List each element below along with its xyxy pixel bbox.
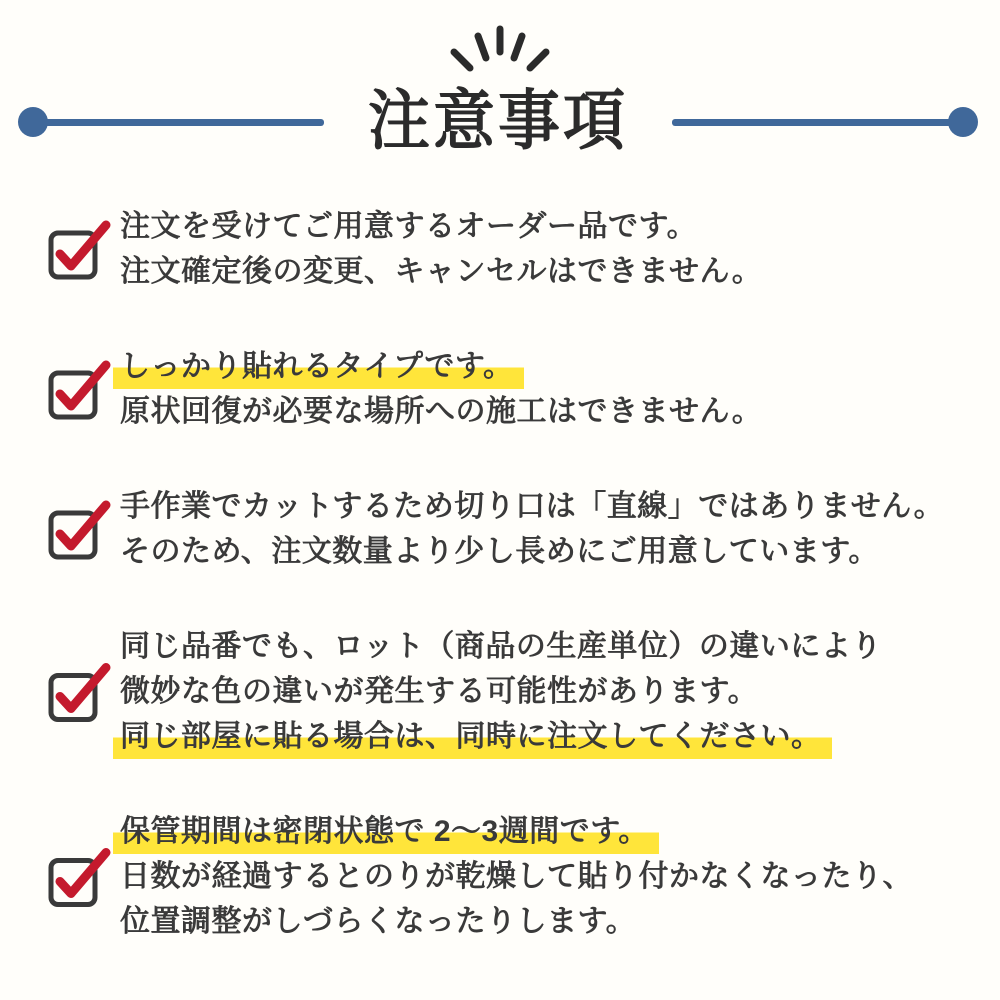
notice-item-text bbox=[120, 344, 762, 434]
notice-item-text bbox=[120, 204, 762, 294]
accent-line-right bbox=[672, 119, 952, 126]
header bbox=[18, 80, 978, 164]
notice-item-text bbox=[120, 624, 882, 759]
notice-line bbox=[120, 529, 944, 574]
notice-list bbox=[0, 164, 1000, 944]
notice-line bbox=[120, 854, 913, 899]
notice-line bbox=[120, 624, 882, 669]
notice-line bbox=[120, 344, 762, 389]
notice-line-text: 位置調整がしづらくなったりします。 bbox=[120, 905, 637, 938]
notice-line bbox=[120, 714, 882, 759]
notice-line-text: 微妙な色の違いが発生する可能性があります。 bbox=[120, 675, 759, 708]
notice-line bbox=[120, 899, 913, 944]
checkbox-checked-icon bbox=[48, 809, 114, 944]
notice-line-text: 日数が経過するとのりが乾燥して貼り付かなくなったり、 bbox=[120, 860, 913, 893]
notice-line bbox=[120, 669, 882, 714]
checkbox-checked-icon bbox=[48, 204, 114, 294]
notice-item-adhesive bbox=[48, 344, 970, 434]
notice-item-lot-color bbox=[48, 624, 970, 759]
notice-item-storage bbox=[48, 809, 970, 944]
accent-dot-right bbox=[948, 107, 978, 137]
accent-line-left bbox=[44, 119, 324, 126]
checkbox-checked-icon bbox=[48, 624, 114, 759]
checkbox-checked-icon bbox=[48, 484, 114, 574]
notice-line bbox=[120, 484, 944, 529]
notice-line-text: 原状回復が必要な場所への施工はできません。 bbox=[120, 395, 763, 428]
notice-item-order bbox=[48, 204, 970, 294]
notice-line-text-highlighted: しっかり貼れるタイプです。 bbox=[113, 350, 524, 389]
emphasis-burst-icon bbox=[0, 22, 1000, 84]
notice-line bbox=[120, 809, 913, 854]
accent-rule-right bbox=[672, 107, 978, 137]
notice-line-text: 手作業でカットするため切り口は「直線」ではありません。 bbox=[120, 490, 945, 523]
notice-item-text bbox=[120, 809, 913, 944]
notice-line-text: 注文確定後の変更、キャンセルはできません。 bbox=[120, 255, 763, 288]
notice-line-text: 注文を受けてご用意するオーダー品です。 bbox=[120, 210, 698, 243]
notice-line-text: そのため、注文数量より少し長めにご用意しています。 bbox=[120, 535, 879, 568]
notice-line bbox=[120, 389, 762, 434]
notice-line-text: 同じ品番でも、ロット（商品の生産単位）の違いにより bbox=[120, 630, 882, 663]
notice-item-text bbox=[120, 484, 944, 574]
page-title: 注意事項 bbox=[368, 85, 629, 158]
notice-item-handcut bbox=[48, 484, 970, 574]
notice-line-text-highlighted: 保管期間は密閉状態で 2〜3週間です。 bbox=[113, 815, 659, 854]
notice-line bbox=[120, 204, 762, 249]
notice-line-text-highlighted: 同じ部屋に貼る場合は、同時に注文してください。 bbox=[113, 720, 832, 759]
accent-rule-left bbox=[18, 107, 324, 137]
notice-line bbox=[120, 249, 762, 294]
burst-lines-icon bbox=[425, 22, 575, 80]
checkbox-checked-icon bbox=[48, 344, 114, 434]
